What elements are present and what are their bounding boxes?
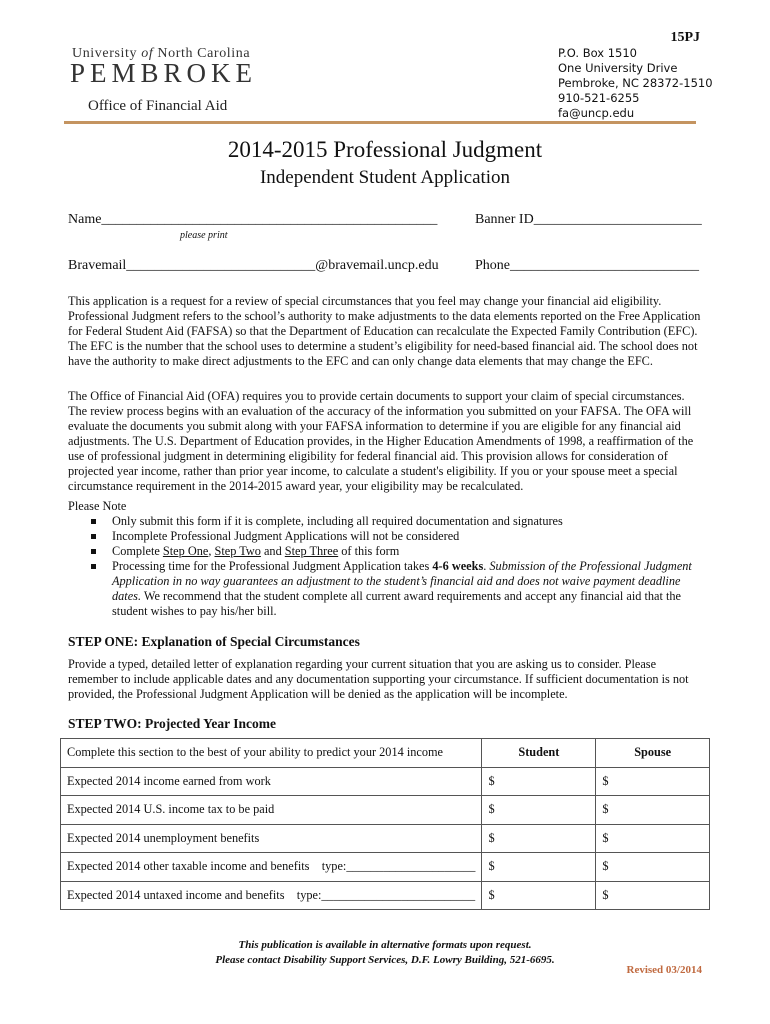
row-label[interactable]: Expected 2014 untaxed income and benefits type:_________________________ [61,881,482,910]
student-amount-input[interactable]: $ [482,824,596,853]
ofa-paragraph: The Office of Financial Aid (OFA) requires you to provide certain documents to support your claim of special circumstances. The review process begins with an evaluation of the accuracy of the information you submitted on your FAFSA. The OFA will evaluate the documents you submit along with your FAFSA information to determine if you are eligible for any financial aid adjustments. The U.S. Department of Education provides, in the Higher Education Amendments of 1998, a reaffirmation of the use of professional judgment in determining eligibility for federal financial aid. This provision allows for consideration of projected year income, rather than prior year income, to calculate a student's eligibility. If you or your spouse meet a special circumstance requirement in the 2014-2015 award year, your eligibility may be recalculated. [68,389,694,493]
page-subtitle: Independent Student Application [259,167,511,188]
step-three-link[interactable]: Step Three [284,544,339,558]
step-two-link[interactable]: Step Two [214,544,261,558]
spouse-amount-input[interactable]: $ [596,881,710,910]
note-bullet: Processing time for the Professional Judgment Application takes 4-6 weeks. Submission of the Professional Judgment Application in no way guarantees an adjustment to the student’s financial aid and does not waive payment deadline dates. We recommend that the student complete all current award requirements and accept any financial aid that the student wishes to pay his/her bill. [88,559,706,619]
notice-line: This publication is available in alternative formats upon request. [238,939,532,951]
row-label: Expected 2014 unemployment benefits [61,824,482,853]
page-title: 2014-2015 Professional Judgment [227,137,543,162]
step-one-link[interactable]: Step One [162,544,209,558]
table-row [61,796,710,825]
office-name: Office of Financial Aid [88,98,228,114]
student-amount-input[interactable]: $ [482,796,596,825]
please-print-note: please print [180,230,228,241]
table-row [61,767,710,796]
please-note-heading: Please Note [68,499,127,513]
revision-date: Revised 03/2014 [626,964,702,976]
table-row [61,824,710,853]
row-label[interactable]: Expected 2014 other taxable income and benefits type:_____________________ [61,853,482,882]
table-row [61,853,710,882]
office-address [558,46,713,121]
note-bullet: Incomplete Professional Judgment Applications will not be considered [88,529,706,544]
intro-paragraph: This application is a request for a review of special circumstances that you feel may change your financial aid eligibility. Professional Judgment refers to the school’s authority to make adjustments to the data elements reported on the Free Application for Federal Student Aid (FAFSA) so that the Department of Education can recalculate the Expected Family Contribution (EFC). The EFC is the number that the school uses to determine a student’s eligibility for need-based financial aid. The school does not have the authority to make direct adjustments to the EFC and can only change data elements that may change the EFC. [68,294,701,368]
student-amount-input[interactable]: $ [482,881,596,910]
student-amount-input[interactable]: $ [482,853,596,882]
notice-line: Please contact Disability Support Services, D.F. Lowry Building, 521-6695. [215,954,555,966]
bravemail-field[interactable]: Bravemail___________________________@bravemail.uncp.edu [68,258,439,273]
income-table [60,738,710,910]
bullet-icon [91,534,96,539]
step-one-heading: STEP ONE: Explanation of Special Circumstances [68,634,360,649]
student-column-header: Student [482,739,596,768]
instruction-cell: Complete this section to the best of your ability to predict your 2014 income [61,739,482,768]
university-name: University of North Carolina [72,46,251,61]
phone-number: 910-521-6255 [558,91,640,105]
campus-name: PEMBROKE [70,58,258,88]
note-bullet: Only submit this form if it is complete, including all required documentation and signatures [88,514,706,529]
name-field[interactable]: Name________________________________________________ [68,212,438,227]
phone-field[interactable]: Phone___________________________ [475,258,699,273]
bullet-icon [91,519,96,524]
address-line: Pembroke, NC 28372-1510 [558,76,713,90]
row-label: Expected 2014 income earned from work [61,767,482,796]
email-address: fa@uncp.edu [558,106,635,120]
spouse-amount-input[interactable]: $ [596,824,710,853]
step-one-text: Provide a typed, detailed letter of explanation regarding your current situation that you are asking us to consider. Please remember to include applicable dates and any documentation supporting your circumstance. If sufficient documentation is not provided, the Professional Judgment Application will be denied as the application will be incomplete. [68,657,689,701]
spouse-amount-input[interactable]: $ [596,767,710,796]
note-bullet: Complete Step One, Step Two and Step Three of this form [88,544,706,559]
spouse-amount-input[interactable]: $ [596,796,710,825]
header-divider [64,121,696,124]
table-row [61,881,710,910]
bullet-icon [91,549,96,554]
spouse-amount-input[interactable]: $ [596,853,710,882]
address-line: One University Drive [558,61,678,75]
spouse-column-header: Spouse [596,739,710,768]
form-code: 15PJ [670,30,700,45]
bullet-icon [91,564,96,569]
step-two-heading: STEP TWO: Projected Year Income [68,716,276,731]
banner-id-field[interactable]: Banner ID________________________ [475,212,702,227]
table-header-row [61,739,710,768]
row-label: Expected 2014 U.S. income tax to be paid [61,796,482,825]
student-amount-input[interactable]: $ [482,767,596,796]
address-line: P.O. Box 1510 [558,46,637,60]
